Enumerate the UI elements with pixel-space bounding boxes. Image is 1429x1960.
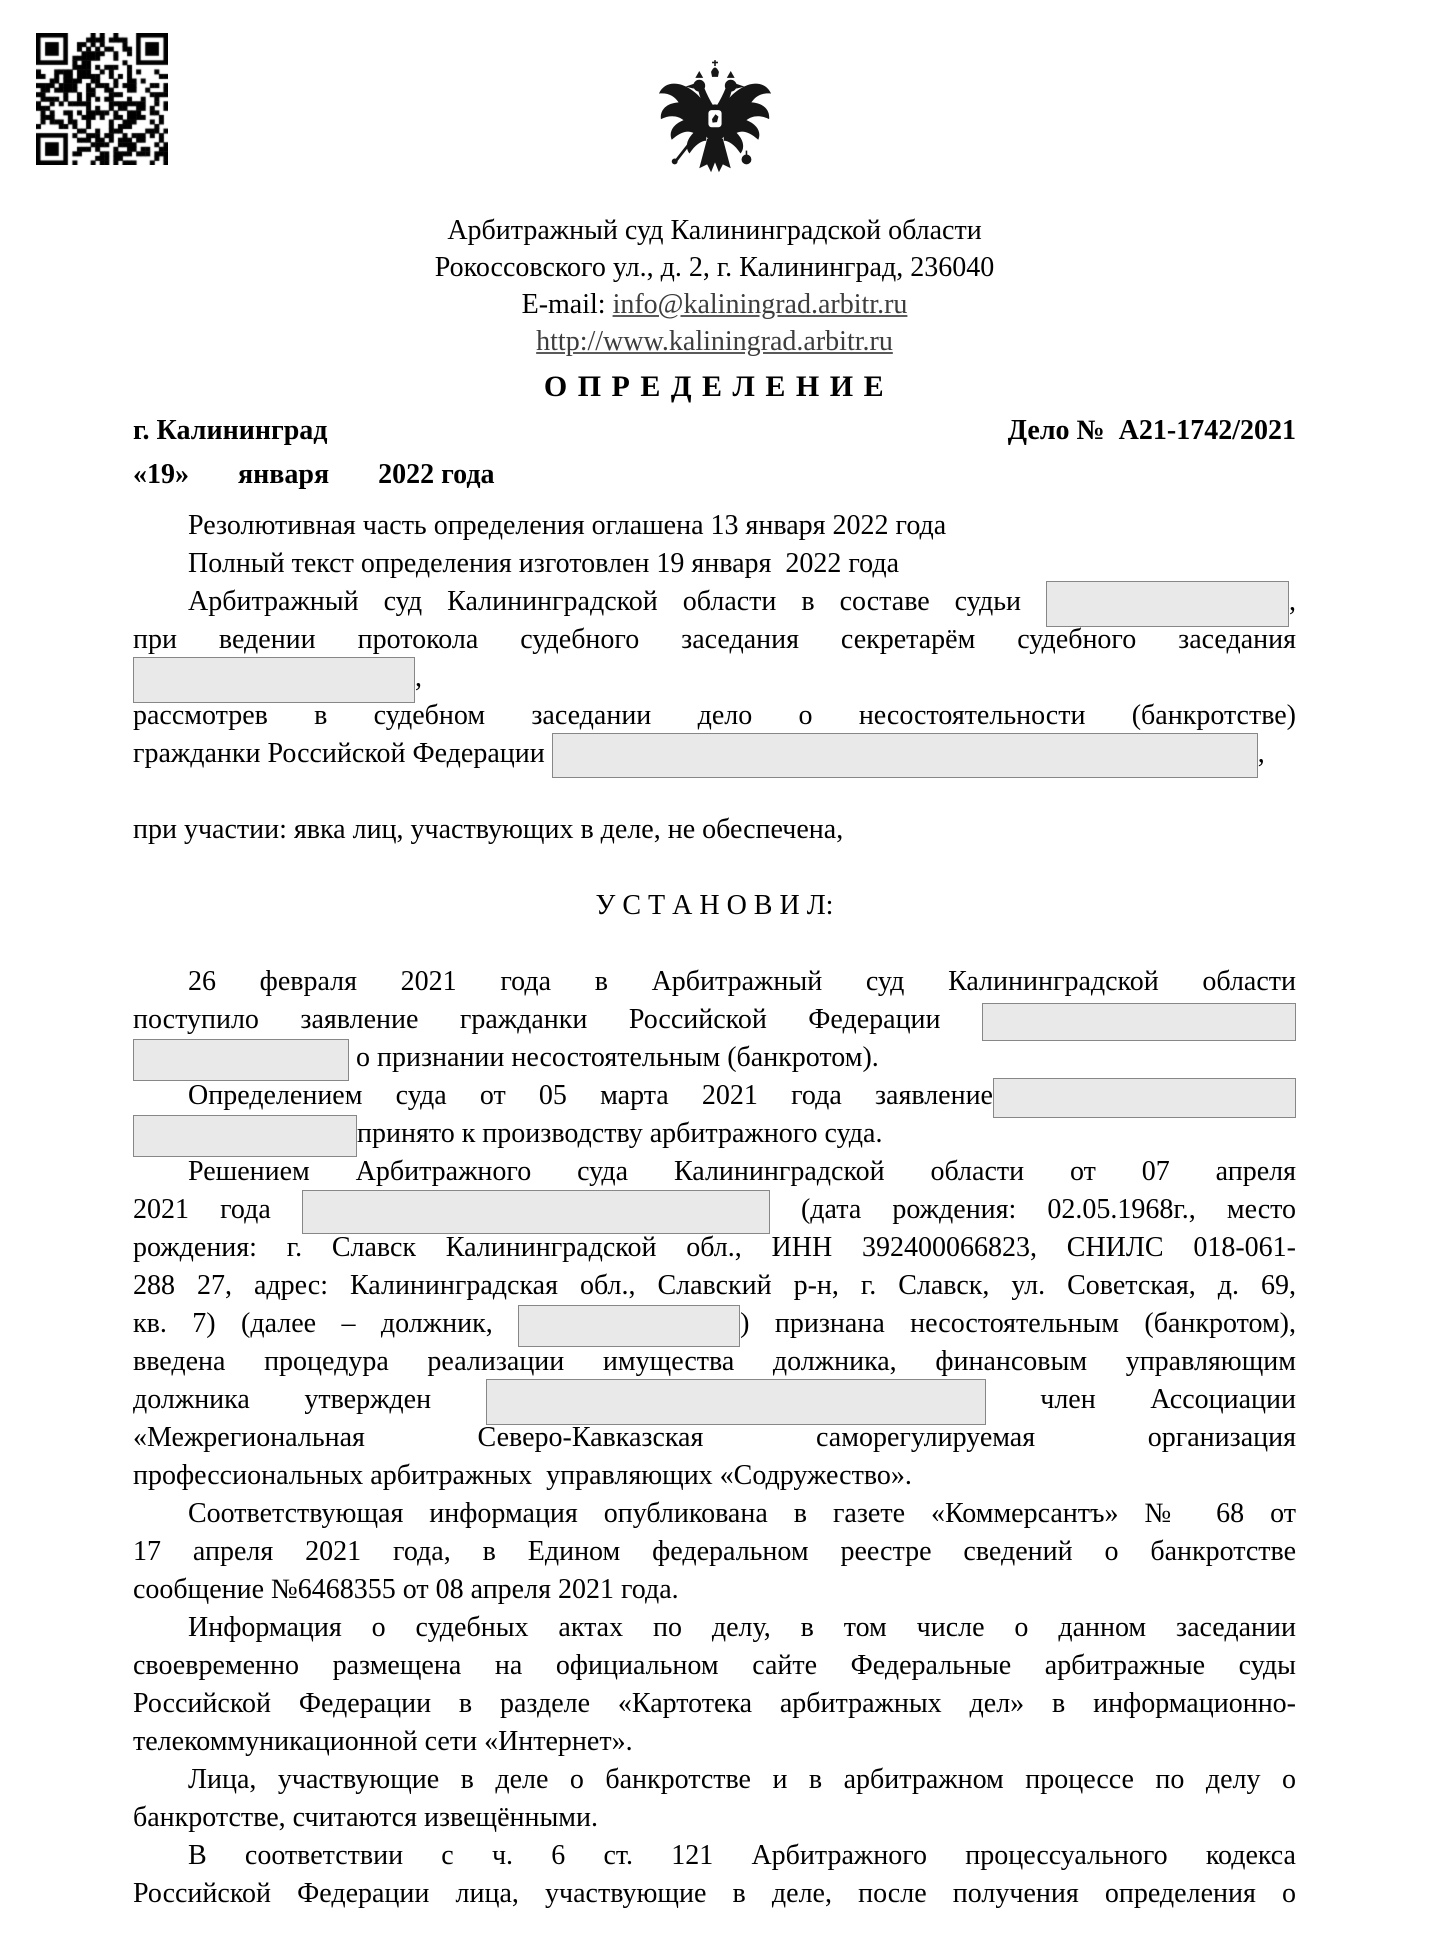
text-run: рассмотрев в судебном заседании дело о несостоятельности (банкротстве) [133, 700, 1296, 731]
body-line [133, 735, 1296, 773]
text-run: своевременно размещена на официальном сайте Федеральные арбитражные суды [133, 1650, 1296, 1681]
blank-line [133, 773, 1296, 811]
email-line [133, 286, 1296, 323]
body-line [133, 1343, 1296, 1381]
text-run: , [1289, 586, 1296, 617]
court-name: Арбитражный суд Калининградской области [447, 215, 982, 246]
text-run: Арбитражный суд Калининградской области в составе судьи [188, 586, 1046, 617]
text-run: поступило заявление гражданки Российской Федерации [133, 1004, 982, 1035]
document-body [133, 507, 1296, 1913]
redaction-box [982, 1003, 1296, 1041]
text-run: введена процедура реализации имущества должника, финансовым управляющим [133, 1346, 1296, 1377]
redaction-box [133, 1115, 357, 1157]
body-line [133, 1723, 1296, 1761]
body-line [133, 659, 1296, 697]
text-run: (дата рождения: 02.05.1968г., место [769, 1194, 1296, 1225]
document-title: О П Р Е Д Е Л Е Н И Е [543, 370, 886, 403]
text-run: , [1257, 738, 1265, 769]
text-run: о признании несостоятельным (банкротом). [349, 1042, 879, 1073]
text-run: при ведении протокола судебного заседания секретарём судебного заседания [133, 624, 1296, 655]
redaction-box [518, 1305, 740, 1347]
meta-row [133, 409, 1296, 453]
body-line [133, 1153, 1296, 1191]
text-run: 2021 года [133, 1194, 302, 1225]
text-run: Информация о судебных актах по делу, в том числе о данном заседании [188, 1612, 1296, 1643]
body-line [133, 1419, 1296, 1457]
document-header [133, 58, 1296, 409]
body-line [133, 1533, 1296, 1571]
text-run: телекоммуникационной сети «Интернет». [133, 1726, 633, 1757]
email-label: E-mail: [521, 289, 613, 320]
text-run: кв. 7) (далее – должник, [133, 1308, 519, 1339]
text-run: Решением Арбитражного суда Калининградской области от 07 апреля [188, 1156, 1296, 1187]
blank-line [133, 849, 1296, 887]
body-line [133, 1761, 1296, 1799]
text-run: У С Т А Н О В И Л: [595, 890, 834, 921]
qr-code [36, 33, 168, 165]
text-run: В соответствии с ч. 6 ст. 121 Арбитражного процессуального кодекса [188, 1840, 1296, 1871]
email-link[interactable]: info@kaliningrad.arbitr.ru [612, 289, 908, 320]
body-line [133, 811, 1296, 849]
body-line [133, 1039, 1296, 1077]
body-line [133, 963, 1296, 1001]
body-line [133, 887, 1296, 925]
text-run: Определением суда от 05 марта 2021 года заявление [188, 1080, 993, 1111]
website-link[interactable]: http://www.kaliningrad.arbitr.ru [536, 326, 893, 357]
case-number: Дело № А21-1742/2021 [1007, 415, 1296, 446]
body-line [133, 1609, 1296, 1647]
redaction-box [133, 1039, 349, 1081]
text-run: член Ассоциации [985, 1384, 1296, 1415]
body-line [133, 545, 1296, 583]
text-run: гражданки Российской Федерации [133, 738, 552, 769]
body-line [133, 1305, 1296, 1343]
body-line [133, 1001, 1296, 1039]
redaction-box [302, 1190, 770, 1234]
text-run: ) признана несостоятельным (банкротом), [740, 1308, 1296, 1339]
body-line [133, 1457, 1296, 1495]
text-run: Полный текст определения изготовлен 19 января 2022 года [188, 548, 900, 579]
text-run: сообщение №6468355 от 08 апреля 2021 года. [133, 1574, 679, 1605]
body-line [133, 1191, 1296, 1229]
body-line [133, 621, 1296, 659]
body-line [133, 1571, 1296, 1609]
text-run: 17 апреля 2021 года, в Едином федеральном реестре сведений о банкротстве [133, 1536, 1296, 1567]
text-run: рождения: г. Славск Калининградской обл., ИНН 392400066823, СНИЛС 018-061- [133, 1232, 1296, 1263]
body-line [133, 1799, 1296, 1837]
text-run: 26 февраля 2021 года в Арбитражный суд Калининградской области [188, 966, 1296, 997]
body-line [133, 1077, 1296, 1115]
text-run: «Межрегиональная Северо-Кавказская саморегулируемая организация [133, 1422, 1296, 1453]
body-line [133, 1229, 1296, 1267]
coat-of-arms-icon [656, 58, 774, 196]
body-line [133, 1875, 1296, 1913]
text-run: профессиональных арбитражных управляющих «Содружество». [133, 1460, 912, 1491]
text-run: Российской Федерации в разделе «Картотека арбитражных дел» в информационно- [133, 1688, 1296, 1719]
text-run: Лица, участвующие в деле о банкротстве и в арбитражном процессе по делу о [188, 1764, 1296, 1795]
text-run: при участии: явка лиц, участвующих в деле, не обеспечена, [133, 814, 844, 845]
text-run: Российской Федерации лица, участвующие в деле, после получения определения о [133, 1878, 1296, 1909]
redaction-box [486, 1379, 986, 1425]
text-run: принято к производству арбитражного суда. [357, 1118, 883, 1149]
body-line [133, 583, 1296, 621]
text-run: , [415, 662, 422, 693]
court-address: Рокоссовского ул., д. 2, г. Калининград, 236040 [434, 252, 995, 283]
body-line [133, 1647, 1296, 1685]
text-run: должника утвержден [133, 1384, 486, 1415]
date-line: «19» января 2022 года [133, 459, 495, 490]
text-run: банкротстве, считаются извещёнными. [133, 1802, 598, 1833]
redaction-box [552, 733, 1258, 778]
body-line [133, 1495, 1296, 1533]
redaction-box [1046, 581, 1289, 627]
city-label: г. Калининград [133, 415, 328, 446]
body-line [133, 1115, 1296, 1153]
body-line [133, 507, 1296, 545]
body-line [133, 1267, 1296, 1305]
body-line [133, 1381, 1296, 1419]
blank-line [133, 925, 1296, 963]
website-line [133, 323, 1296, 360]
redaction-box [993, 1078, 1296, 1118]
body-line [133, 697, 1296, 735]
text-run: Резолютивная часть определения оглашена 13 января 2022 года [188, 510, 947, 541]
redaction-box [133, 657, 415, 703]
text-run: 288 27, адрес: Калининградская обл., Славский р-н, г. Славск, ул. Советская, д. 69, [133, 1270, 1296, 1301]
body-line [133, 1685, 1296, 1723]
body-line [133, 1837, 1296, 1875]
text-run: Соответствующая информация опубликована в газете «Коммерсантъ» № 68 от [188, 1498, 1296, 1529]
